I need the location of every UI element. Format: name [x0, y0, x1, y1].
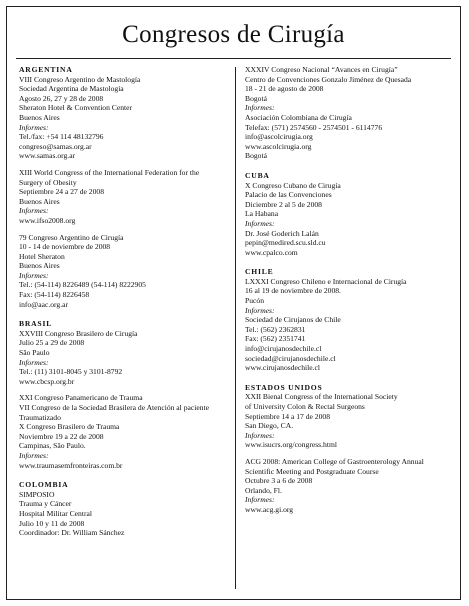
- entry-line: Campinas, São Paulo.: [19, 441, 86, 451]
- entry-line: XXI Congreso Panamericano de Trauma: [19, 393, 143, 403]
- entry-line: Surgery of Obesity: [19, 177, 77, 187]
- contact-line: sociedad@cirujanosdechile.cl: [245, 353, 336, 363]
- entry-line: Palacio de las Convenciones: [245, 190, 332, 200]
- entry-line: X Congreso Brasilero de Trauma: [19, 422, 120, 432]
- contact-line: Tel.: (11) 3101-8045 y 3101-8792: [19, 367, 123, 377]
- country-heading: CUBA: [245, 170, 270, 180]
- entry-line: Sheraton Hotel & Convention Center: [19, 103, 133, 113]
- entry-line: Buenos Aires: [19, 112, 60, 122]
- informes-label: Informes:: [19, 122, 49, 132]
- contact-line: info@cirujanosdechile.cl: [245, 344, 322, 354]
- contact-line: Telefax: (571) 2574560 - 2574501 - 6114776: [245, 122, 383, 132]
- informes-label: Informes:: [245, 103, 275, 113]
- entry-line: San Diego, CA.: [245, 421, 294, 431]
- informes-label: Informes:: [245, 218, 275, 228]
- contact-line: info@ascolcirugia.org: [245, 132, 313, 142]
- country-heading: ARGENTINA: [19, 65, 73, 74]
- congress-entry: [19, 65, 231, 161]
- informes-label: Informes:: [245, 430, 275, 440]
- contact-line: Dr. José Goderich Lalán: [245, 228, 319, 238]
- contact-line: Tel.: (54-114) 8226489 (54-114) 8222905: [19, 280, 146, 290]
- contact-line: www.acg.gi.org: [245, 504, 294, 514]
- contact-line: www.traumasemfronteiras.com.br: [19, 460, 123, 470]
- country-heading: ESTADOS UNIDOS: [245, 382, 323, 392]
- congress-entry: [19, 319, 231, 386]
- entry-line: Agosto 26, 27 y 28 de 2008: [19, 93, 104, 103]
- informes-label: Informes:: [245, 305, 275, 315]
- entry-line: São Paulo: [19, 348, 50, 358]
- contact-line: congreso@samas.org.ar: [19, 141, 92, 151]
- entry-line: Scientific Meeting and Postgraduate Course: [245, 466, 379, 476]
- left-column: [19, 65, 231, 545]
- informes-label: Informes:: [245, 495, 275, 505]
- congress-entry: [19, 233, 231, 310]
- document-page: [6, 6, 461, 600]
- entry-line: Septiembre 14 a 17 de 2008: [245, 411, 330, 421]
- country-heading: CHILE: [245, 267, 274, 277]
- entry-line: Septiembre 24 a 27 de 2008: [19, 187, 104, 197]
- entry-line: XXXIV Congreso Nacional “Avances en Cirugía”: [245, 65, 398, 74]
- contact-line: www.cirujanosdechile.cl: [245, 363, 320, 373]
- entry-line: Centro de Convenciones Gonzalo Jiménez de Quesada: [245, 74, 412, 84]
- contact-line: Fax: (562) 2351741: [245, 334, 306, 344]
- entry-line: 18 - 21 de agosto de 2008: [245, 84, 324, 94]
- entry-line: Pucón: [245, 296, 264, 306]
- entry-line: X Congreso Cubano de Cirugía: [245, 180, 341, 190]
- entry-line: Sociedad Argentina de Mastología: [19, 84, 124, 94]
- entry-line: LXXXI Congreso Chileno e Internacional de Cirugía: [245, 276, 407, 286]
- contact-line: Sociedad de Cirujanos de Chile: [245, 315, 341, 325]
- page-title: Congresos de Cirugía: [122, 21, 345, 48]
- entry-line: Orlando, Fl.: [245, 485, 282, 495]
- congress-entry: [19, 480, 231, 538]
- entry-line: VIII Congreso Argentino de Mastología: [19, 74, 141, 84]
- country-heading: BRASIL: [19, 319, 53, 329]
- contact-line: Tel./fax: +54 114 48132796: [19, 132, 104, 142]
- entry-line: XXVIII Congreso Brasilero de Cirugía: [19, 328, 138, 338]
- entry-line: Hospital Militar Central: [19, 508, 92, 518]
- contact-line: Fax: (54-114) 8226458: [19, 290, 90, 300]
- entry-line: of University Colon & Rectal Surgeons: [245, 402, 365, 411]
- column-divider: [235, 67, 236, 589]
- contact-line: www.cbcsp.org.br: [19, 376, 75, 386]
- contact-line: www.samas.org.ar: [19, 151, 76, 161]
- contact-line: pepin@medired.scu.sld.cu: [245, 238, 326, 248]
- entry-line: Octubre 3 a 6 de 2008: [245, 476, 313, 486]
- title-rule: [16, 58, 451, 59]
- contact-line: www.ifso2008.org: [19, 215, 76, 225]
- contact-line: Bogotá: [245, 151, 267, 161]
- congress-entry: [19, 393, 231, 470]
- entry-line: 79 Congreso Argentino de Cirugía: [19, 232, 124, 242]
- entry-line: 10 - 14 de noviembre de 2008: [19, 242, 111, 252]
- informes-label: Informes:: [19, 270, 49, 280]
- contact-line: www.isucrs.org/congress.html: [245, 440, 337, 450]
- entry-line: XXII Bienal Congress of the International Society: [245, 392, 398, 402]
- contact-line: www.ascolcirugia.org: [245, 141, 312, 151]
- congress-entry: [245, 267, 455, 373]
- entry-line: Hotel Sheraton: [19, 251, 65, 261]
- informes-label: Informes:: [19, 206, 49, 216]
- entry-line: Diciembre 2 al 5 de 2008: [245, 199, 322, 209]
- contact-line: Asociación Colombiana de Cirugía: [245, 112, 352, 122]
- entry-line: Bogotá: [245, 93, 267, 103]
- entry-line: 16 al 19 de noviembre de 2008.: [245, 286, 341, 296]
- entry-line: ACG 2008: American College of Gastroenterology Annual: [245, 456, 424, 466]
- entry-line: Traumatizado: [19, 412, 61, 422]
- contact-line: Tel.: (562) 2362831: [245, 324, 306, 334]
- entry-line: Julio 10 y 11 de 2008: [19, 518, 85, 528]
- contact-line: info@aac.org.ar: [19, 299, 69, 309]
- congress-entry: [245, 65, 455, 161]
- entry-line: Buenos Aires: [19, 261, 60, 271]
- informes-label: Informes:: [19, 450, 49, 460]
- entry-line: Coordinador: Dr. William Sánchez: [19, 528, 125, 538]
- entry-line: VII Congreso de la Sociedad Brasilera de Atención al paciente: [19, 403, 209, 412]
- right-column: [245, 65, 455, 522]
- country-heading: COLOMBIA: [19, 480, 69, 490]
- entry-line: XIII World Congress of the International Federation for the: [19, 167, 200, 177]
- entry-line: SIMPOSIO: [19, 489, 55, 499]
- entry-line: Buenos Aires: [19, 196, 60, 206]
- contact-line: www.cpalco.com: [245, 247, 298, 257]
- congress-entry: [245, 383, 455, 450]
- entry-line: La Habana: [245, 209, 279, 219]
- informes-label: Informes:: [19, 357, 49, 367]
- entry-line: Noviembre 19 a 22 de 2008: [19, 431, 104, 441]
- congress-entry: [245, 171, 455, 257]
- congress-entry: [19, 168, 231, 226]
- entry-line: Julio 25 a 29 de 2008: [19, 338, 85, 348]
- entry-line: Trauma y Cáncer: [19, 499, 72, 509]
- congress-entry: [245, 457, 455, 515]
